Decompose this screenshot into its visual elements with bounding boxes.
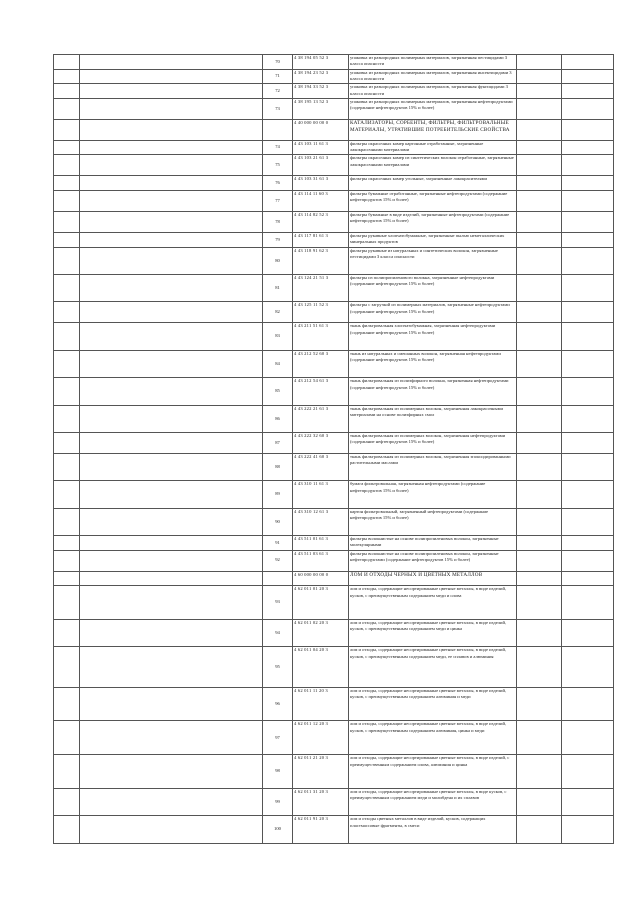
empty-cell [562,140,614,155]
waste-code: 4 43 103 31 61 3 [293,176,349,191]
empty-cell [562,453,614,480]
empty-cell [562,247,614,274]
table-row [54,550,614,571]
empty-cell [562,721,614,755]
empty-cell [54,84,80,99]
waste-code: 4 43 310 12 61 3 [293,508,349,535]
empty-cell [54,274,80,301]
row-number: 73 [263,98,293,119]
empty-cell [517,350,562,377]
empty-cell [562,211,614,232]
row-number: 71 [263,69,293,84]
row-number: 91 [263,536,293,551]
empty-cell [562,536,614,551]
empty-cell [562,155,614,176]
empty-cell [562,119,614,140]
empty-cell [562,98,614,119]
row-number: 76 [263,176,293,191]
empty-cell [54,508,80,535]
empty-cell [562,302,614,323]
empty-cell [517,647,562,687]
empty-cell [54,687,80,721]
empty-cell [54,350,80,377]
empty-cell [562,323,614,350]
row-number: 88 [263,453,293,480]
empty-cell [562,432,614,453]
table-row [54,789,614,816]
table-row [54,247,614,274]
empty-cell [54,816,80,843]
waste-code: 4 43 511 03 61 3 [293,550,349,571]
waste-name: фильтры рукавные хлопчатобумажные, загрязненные пылью неметаллических минеральных продуктов [349,232,517,247]
empty-cell [562,647,614,687]
empty-cell [562,176,614,191]
empty-cell [80,687,263,721]
empty-cell [54,69,80,84]
empty-cell [80,176,263,191]
table-row [54,140,614,155]
table-row [54,55,614,70]
empty-cell [517,232,562,247]
empty-cell [54,550,80,571]
empty-cell [80,155,263,176]
table-row [54,432,614,453]
waste-table-body [54,55,614,844]
empty-cell [54,789,80,816]
waste-code: 4 43 103 11 61 3 [293,140,349,155]
empty-cell [80,69,263,84]
waste-name: лом и отходы, содержащие несортированные цветные металлы, в виде изделий, с преимущественным содержанием олова, алюминия и цинка [349,755,517,789]
empty-cell [54,55,80,70]
empty-cell [80,405,263,432]
row-number: 75 [263,155,293,176]
row-number: 86 [263,405,293,432]
waste-name: картон фильтровальный, загрязненный нефтепродуктами (содержание нефтепродуктов 15% и более) [349,508,517,535]
table-row [54,481,614,508]
empty-cell [80,453,263,480]
empty-cell [54,211,80,232]
waste-code: 4 43 222 32 60 3 [293,432,349,453]
waste-code: 4 43 114 82 52 3 [293,211,349,232]
empty-cell [80,481,263,508]
waste-name: ткань фильтровальная из полимерных волокон, загрязненная эпоксидированными растительными маслами [349,453,517,480]
waste-name: ткань фильтровальная из полиэфирного волокна, загрязненная нефтепродуктами (содержание нефтепродуктов 15% и более) [349,378,517,405]
row-number: 74 [263,140,293,155]
waste-name: фильтры волокнистые на основе полипропиленовых волокон, загрязненные молекулярными [349,536,517,551]
empty-cell [80,350,263,377]
empty-cell [54,176,80,191]
empty-cell [54,247,80,274]
table-row [54,378,614,405]
waste-name: упаковка из разнородных полимерных материалов, загрязненная нефтепродуктами (содержание нефтепродуктов 15% и более) [349,98,517,119]
row-number: 83 [263,323,293,350]
row-number: 72 [263,84,293,99]
empty-cell [562,55,614,70]
empty-cell [517,69,562,84]
waste-name: ЛОМ И ОТХОДЫ ЧЕРНЫХ И ЦВЕТНЫХ МЕТАЛЛОВ [349,571,517,586]
empty-cell [517,211,562,232]
empty-cell [54,721,80,755]
waste-name: фильтры бумажные отработанные, загрязненные нефтепродуктами (содержание нефтепродуктов 15% и более) [349,190,517,211]
empty-cell [562,274,614,301]
table-row [54,350,614,377]
empty-cell [80,98,263,119]
empty-cell [54,586,80,620]
row-number: 95 [263,647,293,687]
waste-code: 4 38 194 33 52 3 [293,84,349,99]
row-number: 97 [263,721,293,755]
waste-code: 4 38 194 05 52 3 [293,55,349,70]
empty-cell [517,789,562,816]
section-row [54,119,614,140]
empty-cell [80,816,263,843]
row-number: 87 [263,432,293,453]
waste-code: 4 62 011 21 20 3 [293,755,349,789]
waste-table [53,54,614,844]
waste-code: 4 60 000 00 00 0 [293,571,349,586]
waste-code: 4 38 195 13 52 3 [293,98,349,119]
empty-cell [517,432,562,453]
table-row [54,302,614,323]
empty-cell [562,586,614,620]
empty-cell [80,323,263,350]
empty-cell [517,155,562,176]
table-row [54,755,614,789]
empty-cell [562,571,614,586]
row-number [263,571,293,586]
section-row [54,571,614,586]
empty-cell [517,755,562,789]
empty-cell [80,550,263,571]
waste-name: ткань из натуральных и смешанных волокон, загрязненная нефтепродуктами (содержание нефтепродуктов 15% и более) [349,350,517,377]
empty-cell [80,721,263,755]
empty-cell [54,481,80,508]
waste-code: 4 62 011 02 20 3 [293,620,349,647]
table-row [54,176,614,191]
empty-cell [54,232,80,247]
table-row [54,274,614,301]
waste-name: упаковка из разнородных полимерных материалов, загрязненная инсектицидами 3 класса опасности [349,69,517,84]
row-number [263,119,293,140]
waste-code: 4 43 511 01 61 3 [293,536,349,551]
empty-cell [54,119,80,140]
empty-cell [80,620,263,647]
waste-code: 4 62 011 01 20 3 [293,586,349,620]
empty-cell [517,687,562,721]
empty-cell [80,755,263,789]
empty-cell [562,232,614,247]
waste-name: фильтры с загрузкой из полимерных материалов, загрязненные нефтепродуктами (содержание нефтепродуктов 15% и более) [349,302,517,323]
empty-cell [80,140,263,155]
waste-name: фильтры волокнистые на основе полипропиленовых волокон, загрязненные нефтепродуктами (содержание нефтепродуктов 15% и более) [349,550,517,571]
waste-name: ткань фильтровальная из полимерных волокон, загрязненная нефтепродуктами (содержание нефтепродуктов 15% и более) [349,432,517,453]
table-row [54,687,614,721]
row-number: 84 [263,350,293,377]
waste-name: фильтры окрасочных камер угольные, загрязненные лакокрасителями [349,176,517,191]
empty-cell [80,211,263,232]
empty-cell [54,405,80,432]
table-row [54,405,614,432]
empty-cell [80,247,263,274]
empty-cell [517,55,562,70]
table-row [54,536,614,551]
waste-code: 4 43 211 51 61 3 [293,323,349,350]
empty-cell [80,84,263,99]
waste-code: 4 62 011 91 20 3 [293,816,349,843]
empty-cell [562,816,614,843]
empty-cell [54,453,80,480]
empty-cell [80,119,263,140]
empty-cell [80,232,263,247]
row-number: 79 [263,232,293,247]
row-number: 90 [263,508,293,535]
empty-cell [54,155,80,176]
table-row [54,586,614,620]
waste-name: фильтры окрасочных камер картонные отработанные, загрязненные лакокрасочными материалами [349,140,517,155]
empty-cell [517,84,562,99]
waste-code: 4 43 125 11 52 3 [293,302,349,323]
table-row [54,155,614,176]
waste-name: лом и отходы, содержащие несортированные цветные металлы, в виде изделий, кусков, с преимущественным содержанием алюминия, цинка и меди [349,721,517,755]
row-number: 89 [263,481,293,508]
empty-cell [517,481,562,508]
empty-cell [54,302,80,323]
empty-cell [517,571,562,586]
empty-cell [517,508,562,535]
table-row [54,620,614,647]
row-number: 96 [263,687,293,721]
waste-code: 4 43 212 54 61 3 [293,378,349,405]
waste-code: 4 62 011 31 20 3 [293,789,349,816]
empty-cell [54,378,80,405]
waste-code: 4 43 118 91 62 3 [293,247,349,274]
row-number: 85 [263,378,293,405]
empty-cell [562,69,614,84]
empty-cell [517,140,562,155]
empty-cell [562,481,614,508]
empty-cell [562,84,614,99]
table-row [54,190,614,211]
waste-name: КАТАЛИЗАТОРЫ, СОРБЕНТЫ, ФИЛЬТРЫ, ФИЛЬТРОВАЛЬНЫЕ МАТЕРИАЛЫ, УТРАТИВШИЕ ПОТРЕБИТЕЛЬСКИЕ СВОЙСТВА [349,119,517,140]
waste-code: 4 43 310 11 61 3 [293,481,349,508]
waste-name: лом и отходы цветных металлов в виде изделий, кусков, содержащих пластмассовые фрагменты, в смеси [349,816,517,843]
row-number: 77 [263,190,293,211]
empty-cell [517,550,562,571]
waste-name: ткань фильтровальная из полимерных волокон, загрязненная лакокрасочными материалами на основе полиэфирных смол [349,405,517,432]
empty-cell [517,620,562,647]
empty-cell [517,378,562,405]
empty-cell [54,571,80,586]
row-number: 94 [263,620,293,647]
empty-cell [54,140,80,155]
empty-cell [54,98,80,119]
empty-cell [562,620,614,647]
waste-name: лом и отходы, содержащие несортированные цветные металлы, в виде изделий, кусков, с преимущественным содержанием меди и олова [349,586,517,620]
table-row [54,721,614,755]
empty-cell [80,432,263,453]
empty-cell [517,119,562,140]
row-number: 100 [263,816,293,843]
waste-code: 4 43 124 21 51 3 [293,274,349,301]
waste-name: ткань фильтровальная хлопчатобумажная, загрязненная нефтепродуктами (содержание нефтепродуктов 15% и более) [349,323,517,350]
waste-name: бумага фильтровальная, загрязненная нефтепродуктами (содержание нефтепродуктов 15% и более) [349,481,517,508]
row-number: 78 [263,211,293,232]
row-number: 92 [263,550,293,571]
empty-cell [80,789,263,816]
table-row [54,647,614,687]
empty-cell [517,302,562,323]
empty-cell [517,405,562,432]
empty-cell [517,721,562,755]
waste-code: 4 40 000 00 00 0 [293,119,349,140]
table-row [54,816,614,843]
empty-cell [80,508,263,535]
table-row [54,232,614,247]
empty-cell [54,190,80,211]
waste-code: 4 43 222 21 61 3 [293,405,349,432]
waste-name: фильтры бумажные в виде изделий, загрязненные нефтепродуктами (содержание нефтепродуктов 15% и более) [349,211,517,232]
empty-cell [562,190,614,211]
waste-name: упаковка из разнородных полимерных материалов, загрязненная фунгицидами 3 класса опасности [349,84,517,99]
table-row [54,69,614,84]
row-number: 70 [263,55,293,70]
row-number: 93 [263,586,293,620]
table-row [54,98,614,119]
waste-name: фильтры окрасочных камер из синтетических волокон отработанные, загрязненные лакокрасочными материалами [349,155,517,176]
empty-cell [562,508,614,535]
empty-cell [562,405,614,432]
empty-cell [54,755,80,789]
waste-code: 4 43 222 41 60 3 [293,453,349,480]
row-number: 99 [263,789,293,816]
table-row [54,453,614,480]
row-number: 98 [263,755,293,789]
table-row [54,508,614,535]
empty-cell [562,378,614,405]
empty-cell [80,302,263,323]
waste-code: 4 43 212 52 60 3 [293,350,349,377]
empty-cell [517,453,562,480]
waste-name: фильтры из полипропиленового волокна, загрязненные нефтепродуктами (содержание нефтепродуктов 15% и более) [349,274,517,301]
row-number: 82 [263,302,293,323]
empty-cell [80,647,263,687]
empty-cell [80,190,263,211]
waste-name: лом и отходы, содержащие несортированные цветные металлы, в виде кусков, с преимущественным содержанием меди и молибдена и их сплавов [349,789,517,816]
empty-cell [80,571,263,586]
waste-name: лом и отходы, содержащие несортированные цветные металлы, в виде изделий, кусков, с преимущественным содержанием меди и цинка [349,620,517,647]
waste-code: 4 38 194 23 52 3 [293,69,349,84]
waste-name: упаковка из разнородных полимерных материалов, загрязненная пестицидами 3 класса опасности [349,55,517,70]
waste-code: 4 62 011 12 20 3 [293,721,349,755]
empty-cell [562,550,614,571]
empty-cell [80,536,263,551]
empty-cell [80,55,263,70]
empty-cell [517,586,562,620]
empty-cell [517,98,562,119]
empty-cell [562,687,614,721]
waste-code: 4 43 114 11 60 3 [293,190,349,211]
empty-cell [517,176,562,191]
empty-cell [54,647,80,687]
empty-cell [517,816,562,843]
empty-cell [517,190,562,211]
row-number: 80 [263,247,293,274]
empty-cell [54,620,80,647]
waste-code: 4 43 103 21 61 3 [293,155,349,176]
empty-cell [517,323,562,350]
waste-name: фильтры рукавные из натуральных и синтетических волокон, загрязненные пестицидами 3 класса опасности [349,247,517,274]
table-row [54,323,614,350]
empty-cell [517,536,562,551]
empty-cell [54,536,80,551]
row-number: 81 [263,274,293,301]
waste-name: лом и отходы, содержащие несортированные цветные металлы, в виде изделий, кусков, с преимущественным содержанием алюминия и меди [349,687,517,721]
empty-cell [562,755,614,789]
table-row [54,84,614,99]
empty-cell [517,274,562,301]
table-row [54,211,614,232]
empty-cell [80,378,263,405]
empty-cell [54,323,80,350]
waste-code: 4 43 117 81 61 3 [293,232,349,247]
empty-cell [80,586,263,620]
empty-cell [80,274,263,301]
waste-name: лом и отходы, содержащие несортированные цветные металлы, в виде изделий, кусков, с преимущественным содержанием меди, ее сплавов и алюминия [349,647,517,687]
waste-code: 4 62 011 11 20 3 [293,687,349,721]
empty-cell [54,432,80,453]
empty-cell [562,789,614,816]
waste-code: 4 62 011 04 20 3 [293,647,349,687]
empty-cell [562,350,614,377]
empty-cell [517,247,562,274]
